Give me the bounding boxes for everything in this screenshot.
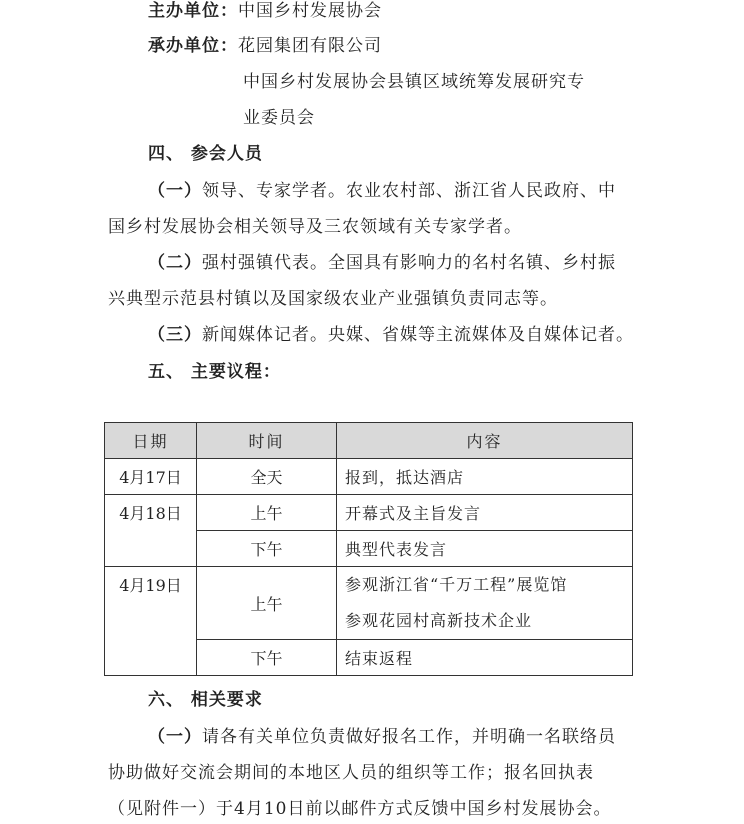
section-6-item-1-line-3: （见附件一）于4月10日前以邮件方式反馈中国乡村发展协会。	[108, 799, 612, 819]
section-4-item-3-line-1	[148, 324, 634, 346]
co-organizer-label: 承办单位：	[148, 36, 238, 56]
co-organizer-value-3: 业委员会	[243, 108, 315, 128]
content-cell	[337, 567, 633, 640]
time-cell: 下午	[197, 640, 337, 676]
content-line-1: 参观浙江省“千万工程”展览馆	[345, 575, 568, 594]
section-6-item-1-line-1	[148, 726, 616, 748]
co-organizer-line	[148, 35, 382, 57]
header-time: 时间	[197, 423, 337, 459]
section-4-heading: 四、 参会人员	[148, 144, 263, 164]
time-cell: 全天	[197, 459, 337, 495]
content-line-2: 参观花园村高新技术企业	[345, 611, 533, 630]
header-date: 日期	[105, 423, 197, 459]
time-cell: 上午	[197, 567, 337, 640]
item-1-text: 领导、专家学者。农业农村部、浙江省人民政府、中	[202, 181, 616, 201]
section-4-item-1-line-2: 国乡村发展协会相关领导及三农领域有关专家学者。	[108, 217, 522, 237]
time-cell: 上午	[197, 495, 337, 531]
item-2-lead: （二）	[148, 253, 202, 273]
date-cell: 4月17日	[105, 459, 197, 495]
host-line	[148, 0, 382, 22]
section-6-heading: 六、 相关要求	[148, 690, 263, 710]
table-row	[105, 459, 633, 495]
section-4-item-1-line-1	[148, 180, 616, 202]
item-1-lead: （一）	[148, 181, 202, 201]
time-cell: 下午	[197, 531, 337, 567]
table-row	[105, 495, 633, 531]
section-6-item-1-line-2: 协助做好交流会期间的本地区人员的组织等工作；报名回执表	[108, 763, 594, 783]
item-3-text: 新闻媒体记者。央媒、省媒等主流媒体及自媒体记者。	[202, 325, 634, 345]
section-5-heading: 五、 主要议程：	[148, 362, 281, 382]
item-3-lead: （三）	[148, 325, 202, 345]
content-cell: 典型代表发言	[337, 531, 633, 567]
section-4-item-2-line-2: 兴典型示范县村镇以及国家级农业产业强镇负责同志等。	[108, 289, 558, 309]
content-cell: 报到，抵达酒店	[337, 459, 633, 495]
agenda-table	[104, 422, 633, 676]
host-label: 主办单位：	[148, 1, 238, 21]
date-cell: 4月18日	[105, 495, 197, 567]
section-4-item-2-line-1	[148, 252, 616, 274]
agenda-header-row	[105, 423, 633, 459]
table-row	[105, 567, 633, 640]
date-cell: 4月19日	[105, 567, 197, 676]
co-organizer-value-2: 中国乡村发展协会县镇区域统筹发展研究专	[243, 72, 585, 92]
item-1-text: 请各有关单位负责做好报名工作，并明确一名联络员	[202, 727, 616, 747]
item-2-text: 强村强镇代表。全国具有影响力的名村名镇、乡村振	[202, 253, 616, 273]
item-1-lead: （一）	[148, 727, 202, 747]
co-organizer-value: 花园集团有限公司	[238, 36, 382, 56]
host-value: 中国乡村发展协会	[238, 1, 382, 21]
content-cell: 结束返程	[337, 640, 633, 676]
content-cell: 开幕式及主旨发言	[337, 495, 633, 531]
header-content: 内容	[337, 423, 633, 459]
